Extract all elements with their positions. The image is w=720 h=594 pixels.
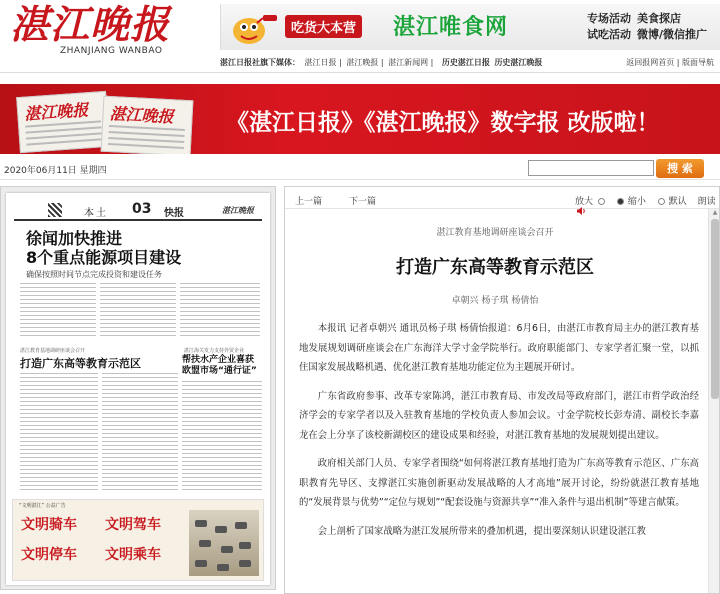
article-body	[299, 319, 699, 550]
scroll-up-icon[interactable]: ▲	[712, 209, 718, 216]
enlarge-label: 放大	[575, 197, 594, 207]
civility-ad	[12, 499, 264, 581]
subnav-link-zjwb[interactable]: 湛江晚报	[346, 58, 379, 67]
banner-link: 试吃活动	[587, 28, 631, 41]
read-label: 朗读	[697, 197, 716, 207]
article-authors: 卓朝兴 杨子琪 杨倩怡	[451, 296, 539, 306]
page-name: 快报	[164, 208, 184, 219]
subnav-link-zjxw[interactable]: 湛江新闻网	[388, 58, 429, 67]
food-ad-banner[interactable]	[220, 4, 720, 50]
ad-caption: “文明湛江” 公益广告	[19, 503, 66, 509]
page-headline-2[interactable]: 打造广东高等教育示范区	[20, 357, 141, 370]
home-link[interactable]: 返回报网首页	[626, 58, 675, 67]
page-kicker-2: 湛江教育基地调研座谈会召开	[20, 348, 86, 354]
page-logo: 湛江晚报	[222, 206, 254, 215]
ad-slogan: 文明驾车	[105, 517, 161, 533]
site-logo[interactable]: 湛江晚报	[10, 2, 171, 48]
ad-slogan: 文明停车	[21, 547, 77, 563]
food-brand-title: 湛江唯食网	[393, 15, 509, 40]
page-section: 本土	[84, 208, 108, 219]
paper-logo: 湛江晚报	[109, 104, 175, 127]
article-paragraph: 会上剖析了国家战略为湛江发展所带来的叠加机遇，提出要深刻认识建设湛江教	[317, 525, 646, 537]
page-headline-3[interactable]: 帮扶水产企业喜获欧盟市场“通行证”	[182, 355, 257, 376]
subnav-label: 湛江日报社旗下媒体：	[220, 58, 300, 67]
article-panel	[284, 186, 720, 594]
qr-code-icon	[48, 203, 62, 217]
article-paragraph: 广东省政府参事、改革专家陈鸿，湛江市教育局、市发改局等政府部门，湛江市哲学政治经济学会的专家学者以及入驻教育基地的学校负责人参加会议。寸金学院校长彭寿清、副校长李嘉龙在会上分享了该校新湖校区的建设成果和经验，对湛江教育基地的发展规划提出建议。	[299, 390, 699, 441]
redesign-promo-banner[interactable]	[0, 84, 720, 154]
site-logo-subtitle: ZHANJIANG WANBAO	[60, 46, 163, 56]
prev-article-link[interactable]: 上一篇	[295, 197, 323, 207]
newspaper-page-panel	[0, 186, 276, 590]
default-button[interactable]	[657, 197, 691, 207]
article-paragraph: 本报讯 记者卓朝兴 通讯员杨子琪 杨倩怡报道：6月6日，由湛江市教育局主办的湛江教育基地发展规划调研座谈会在广东海洋大学寸金学院举行。政府职能部门、专家学者汇聚一堂，以抓住国家发展战略机遇、优化湛江教育基地功能定位为主题展开研讨。	[299, 323, 699, 373]
radio-selected-icon	[617, 198, 624, 205]
radio-icon	[658, 198, 665, 205]
article-toolbar	[285, 187, 720, 209]
shrink-button[interactable]	[616, 197, 650, 207]
next-article-link[interactable]: 下一篇	[349, 197, 377, 207]
radio-icon	[598, 198, 605, 205]
newspaper-image	[16, 91, 110, 153]
issue-date: 2020年06月11日 星期四	[4, 166, 107, 176]
banner-link: 专场活动	[587, 12, 631, 25]
headline-line: 8个重点能源项目建设	[26, 248, 182, 267]
ad-slogan: 文明骑车	[21, 517, 77, 533]
article-kicker: 湛江教育基地调研座谈会召开	[436, 228, 554, 238]
page-header	[14, 203, 262, 221]
ad-slogan: 文明乘车	[105, 547, 161, 563]
text-block	[20, 373, 98, 493]
text-block	[102, 373, 178, 493]
mascot-icon	[227, 7, 281, 47]
paper-logo: 湛江晚报	[23, 100, 89, 124]
date-search-bar	[0, 158, 720, 180]
promo-headline: 《湛江日报》《湛江晚报》数字报 改版啦！	[226, 110, 660, 136]
banner-link: 微博/微信推广	[637, 28, 708, 41]
subnav-link-history-rb[interactable]: 历史湛江日报	[441, 58, 490, 67]
text-block	[20, 283, 96, 339]
page-headline-1[interactable]	[26, 229, 181, 267]
headline-line: 徐闻加快推进	[26, 229, 123, 248]
article-title: 打造广东高等教育示范区	[396, 257, 594, 278]
banner-link: 美食探店	[637, 12, 681, 25]
subnav-link-zjrb[interactable]: 湛江日报	[304, 58, 337, 67]
media-subnav: 湛江日报社旗下媒体： 湛江日报 | 湛江晚报 | 湛江新闻网 | 历史湛江日报 历史湛江晚报 返回报网首页 | 版面导航	[220, 58, 714, 67]
enlarge-button[interactable]	[575, 197, 609, 207]
newspaper-page-thumbnail[interactable]	[6, 193, 270, 585]
search-button[interactable]: 搜 索	[656, 159, 704, 178]
food-banner-links	[587, 11, 717, 43]
text-block	[182, 381, 262, 493]
subnav-link-history-wb[interactable]: 历史湛江晚报	[494, 58, 543, 67]
article-scrollbar[interactable]	[708, 209, 720, 594]
site-header	[0, 0, 720, 67]
page-subheadline-1: 确保按照时间节点完成投资和建设任务	[26, 270, 162, 279]
default-label: 默认	[668, 197, 687, 207]
header-divider	[0, 72, 720, 73]
search-input[interactable]	[528, 160, 654, 176]
text-block	[180, 283, 260, 339]
page-nav-link[interactable]: 版面导航	[682, 58, 714, 67]
foodie-badge: 吃货大本营	[285, 15, 362, 38]
page-kicker-3: 湛江海关发力支持外贸企业	[184, 348, 245, 354]
page-number: 03	[132, 201, 152, 217]
text-block	[100, 283, 176, 339]
newspaper-image	[101, 96, 194, 154]
traffic-photo	[189, 510, 259, 576]
shrink-label: 缩小	[627, 197, 646, 207]
speaker-icon	[577, 207, 587, 215]
scrollbar-thumb[interactable]	[711, 219, 719, 399]
article-paragraph: 政府相关部门人员、专家学者围绕“如何将湛江教育基地打造为广东高等教育示范区、广东高职教育先导区、支撑湛江实施创新驱动发展战略的人才高地”展开讨论，纷纷就湛江教育基地的“发展背景与优势”“定位与规划”“配套设施与资源共享”“准入条件与退出机制”等建言献策。	[299, 458, 699, 508]
font-size-controls	[575, 194, 720, 217]
